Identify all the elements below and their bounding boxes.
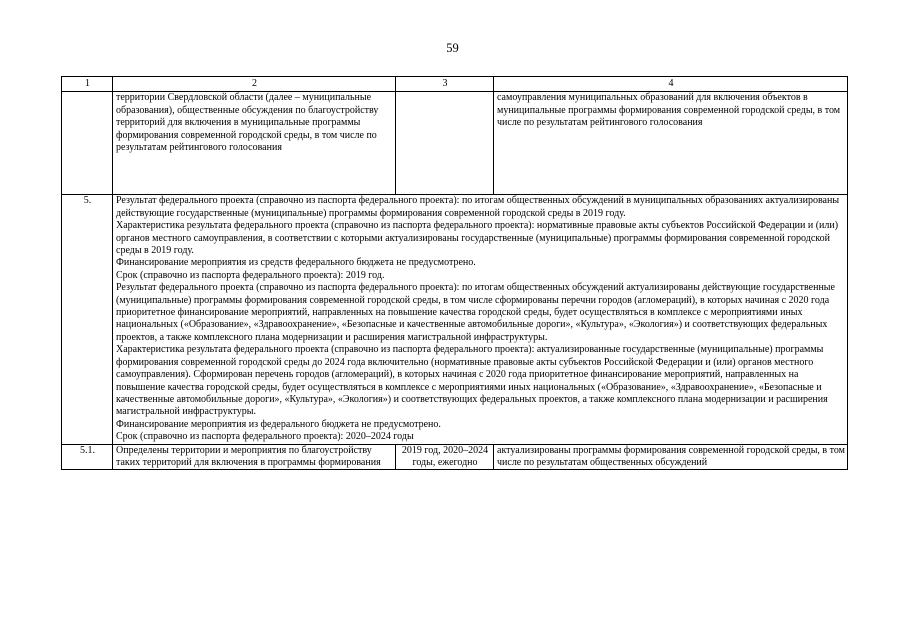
header-col-1: 1 [62, 77, 113, 92]
header-col-2: 2 [113, 77, 396, 92]
paragraph: Результат федерального проекта (справочно из паспорта федерального проекта): по итогам общественных обсуждений в муниципальных образованиях актуализированы действующие государственные (муниципальные) программы формирования современной городской среды в 2019 году. [116, 195, 840, 219]
paragraph: Финансирование мероприятия из федерального бюджета не предусмотрено. [116, 418, 441, 430]
table-row [62, 444, 848, 470]
row-description: Определены территории и мероприятия по благоустройству таких территорий для включения в программы формирования [113, 444, 396, 470]
paragraph: Финансирование мероприятия из средств федерального бюджета не предусмотрено. [116, 257, 476, 269]
header-col-3: 3 [396, 77, 494, 92]
table-row [62, 195, 848, 444]
table-row [62, 92, 848, 195]
row-number: 5.1. [62, 444, 113, 470]
paragraph: Результат федерального проекта (справочно из паспорта федерального проекта): по итогам общественных обсуждений актуализированы действующие государственные (муниципальные) программы формирования современной городской среды, в том числе сформированы перечни городов (агломераций), в которых начиная с 2020 года приоритетное финансирование мероприятий, направленных на повышение качества городской среды, будет осуществляться в комплексе с мероприятиями иных национальных («Образование», «Здравоохранение», «Безопасные и качественные автомобильные дороги», «Культура», «Экология») и соответствующих федеральных проектов, а также комплексного плана модернизации и расширения магистральной инфраструктуры. [116, 282, 835, 343]
row-result: самоуправления муниципальных образований для включения объектов в муниципальные программы формирования современной городской среды, в том числе по результатам рейтингового голосования [494, 92, 848, 195]
table-header-row [62, 77, 848, 92]
paragraph: Характеристика результата федерального проекта (справочно из паспорта федерального проекта): нормативные правовые акты субъектов Российской Федерации и (или) органов местного самоуправления, в соответствии с которыми актуализированы государственные (муниципальные) программы формирования современной городской среды в 2019 году. [116, 220, 839, 257]
row-description: территории Свердловской области (далее – муниципальные образования), общественные обсуждения по благоустройству территорий для включения в муниципальные программы формирования современной городской среды, в том числе по результатам рейтингового голосования [113, 92, 396, 195]
measures-table [61, 76, 848, 470]
row-number: 5. [62, 195, 113, 444]
row-result: актуализированы программы формирования современной городской среды, в том числе по результатам общественных обсуждений [494, 444, 848, 470]
paragraph: Срок (справочно из паспорта федерального проекта): 2019 год. [116, 269, 385, 281]
page-number: 59 [446, 41, 459, 55]
paragraph: Характеристика результата федерального проекта (справочно из паспорта федерального проекта): актуализированные государственные (муниципальные) программы формирования современной городской среды до 2024 года включительно (нормативные правовые акты субъектов Российской Федерации и (или) органов местного самоуправления). Сформирован перечень городов (агломераций), в которых начиная с 2020 года приоритетное финансирование мероприятий, направленных на повышение качества городской среды, будет осуществляться в комплексе с мероприятиями иных национальных («Образование», «Здравоохранение», «Безопасные и качественные автомобильные дороги», «Культура», «Экология») и соответствующих федеральных проектов, а также комплексного плана модернизации и расширения магистральной инфраструктуры. [116, 344, 828, 418]
row-deadline: 2019 год, 2020–2024 годы, ежегодно [396, 444, 494, 470]
row-deadline [396, 92, 494, 195]
header-col-4: 4 [494, 77, 848, 92]
federal-project-result-cell [113, 195, 848, 444]
paragraph: Срок (справочно из паспорта федерального проекта): 2020–2024 годы [116, 431, 414, 443]
row-number [62, 92, 113, 195]
